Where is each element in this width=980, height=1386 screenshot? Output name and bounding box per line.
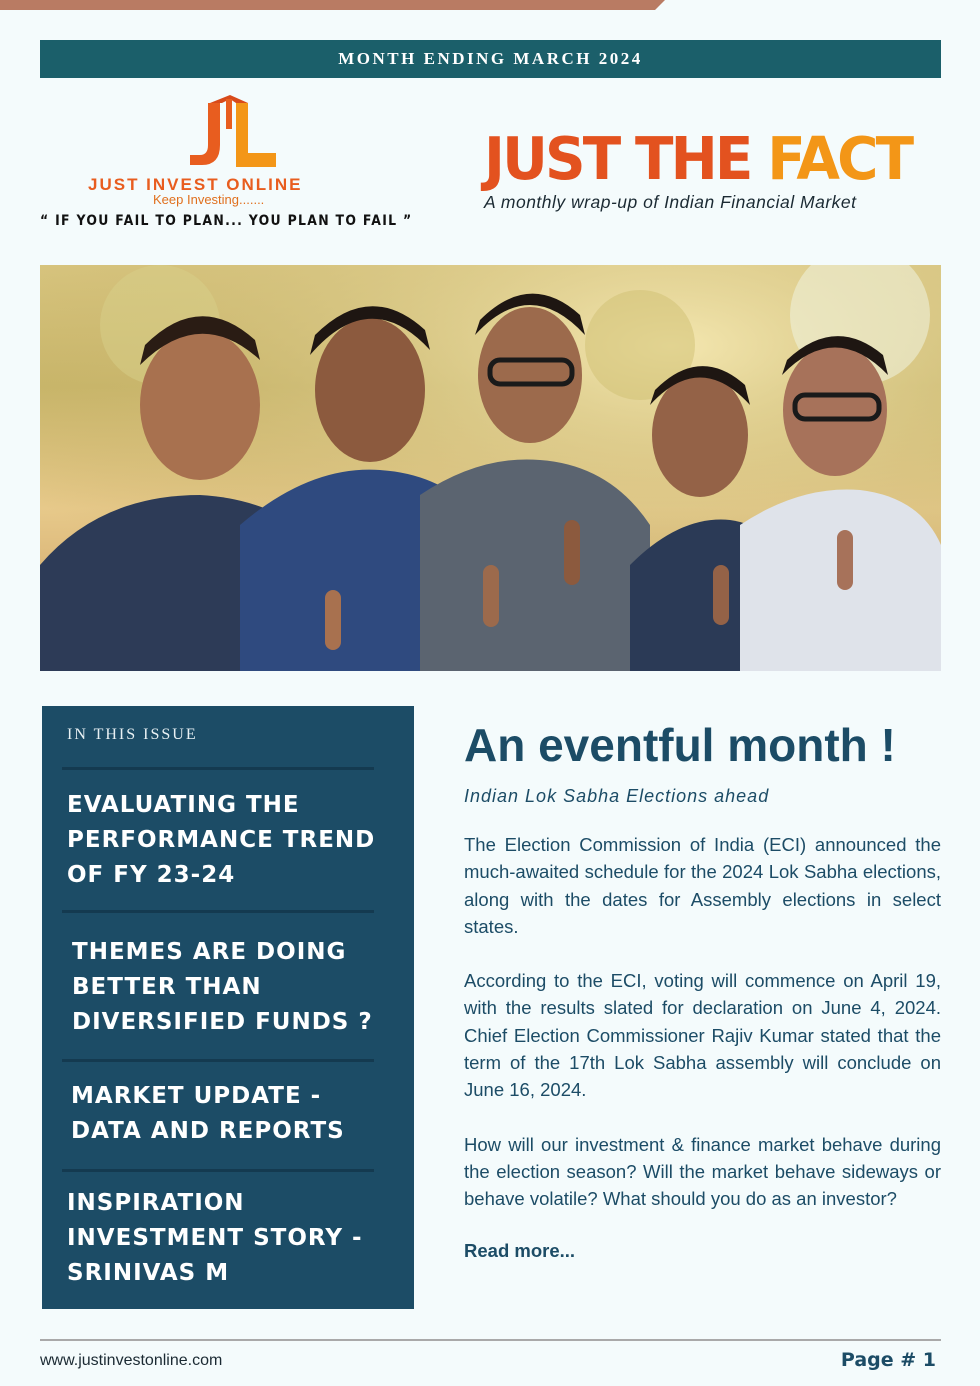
article-title: An eventful month ! xyxy=(464,719,896,771)
lead-article xyxy=(464,716,941,1262)
masthead-title xyxy=(484,126,923,192)
article-subtitle: Indian Lok Sabha Elections ahead xyxy=(464,786,770,806)
hero-illustration xyxy=(40,265,941,671)
hero-photo xyxy=(40,265,941,671)
footer-website-link[interactable]: www.justinvestonline.com xyxy=(40,1352,223,1369)
article-paragraph: How will our investment & finance market behave during the election season? Will the market behave sideways or behave volatile? What should you do as an investor? xyxy=(464,1133,941,1210)
issue-divider xyxy=(62,1169,374,1172)
issue-item-inspiration-story[interactable]: INSPIRATION INVESTMENT STORY - SRINIVAS M xyxy=(67,1190,363,1286)
issue-divider xyxy=(62,1059,374,1062)
logo-name: JUST INVEST ONLINE xyxy=(88,175,303,194)
logo-tagline: Keep Investing....... xyxy=(153,192,265,207)
in-this-issue-box xyxy=(42,706,414,1309)
logo-quote: “ IF YOU FAIL TO PLAN... YOU PLAN TO FAIL ” xyxy=(40,213,413,229)
article-paragraph: According to the ECI, voting will commence on April 19, with the results slated for declaration on June 4, 2024. Chief Election Commissioner Rajiv Kumar stated that the term of the 17th Lok Sabha assembly will conclude on June 16, 2024. xyxy=(464,970,941,1101)
issue-item-market-update[interactable]: MARKET UPDATE - DATA AND REPORTS xyxy=(71,1083,345,1144)
article-body xyxy=(464,831,941,1213)
footer-divider xyxy=(40,1339,941,1341)
read-more-link[interactable]: Read more... xyxy=(464,1239,576,1261)
month-banner: MONTH ENDING MARCH 2024 xyxy=(40,40,941,78)
issue-heading: IN THIS ISSUE xyxy=(67,726,198,743)
masthead-title-part2: FACT xyxy=(767,124,912,193)
issue-item-performance-trend[interactable]: EVALUATING THE PERFORMANCE TREND OF FY 23-24 xyxy=(67,792,376,888)
issue-divider xyxy=(62,910,374,913)
masthead-title-part1: JUST THE xyxy=(484,124,768,193)
issue-item-themes-vs-diversified[interactable]: THEMES ARE DOING BETTER THAN DIVERSIFIED FUNDS ? xyxy=(72,939,373,1035)
issue-divider xyxy=(62,767,374,770)
masthead xyxy=(484,126,944,213)
jl-logo-icon xyxy=(190,95,280,175)
masthead-subtitle: A monthly wrap-up of Indian Financial Market xyxy=(484,192,857,212)
article-paragraph: The Election Commission of India (ECI) announced the much-awaited schedule for the 2024 Lok Sabha elections, along with the dates for Assembly elections in select states. xyxy=(464,834,941,937)
brand-logo xyxy=(40,95,420,235)
top-accent-stripe xyxy=(0,0,665,10)
page-number: Page # 1 xyxy=(840,1349,936,1371)
